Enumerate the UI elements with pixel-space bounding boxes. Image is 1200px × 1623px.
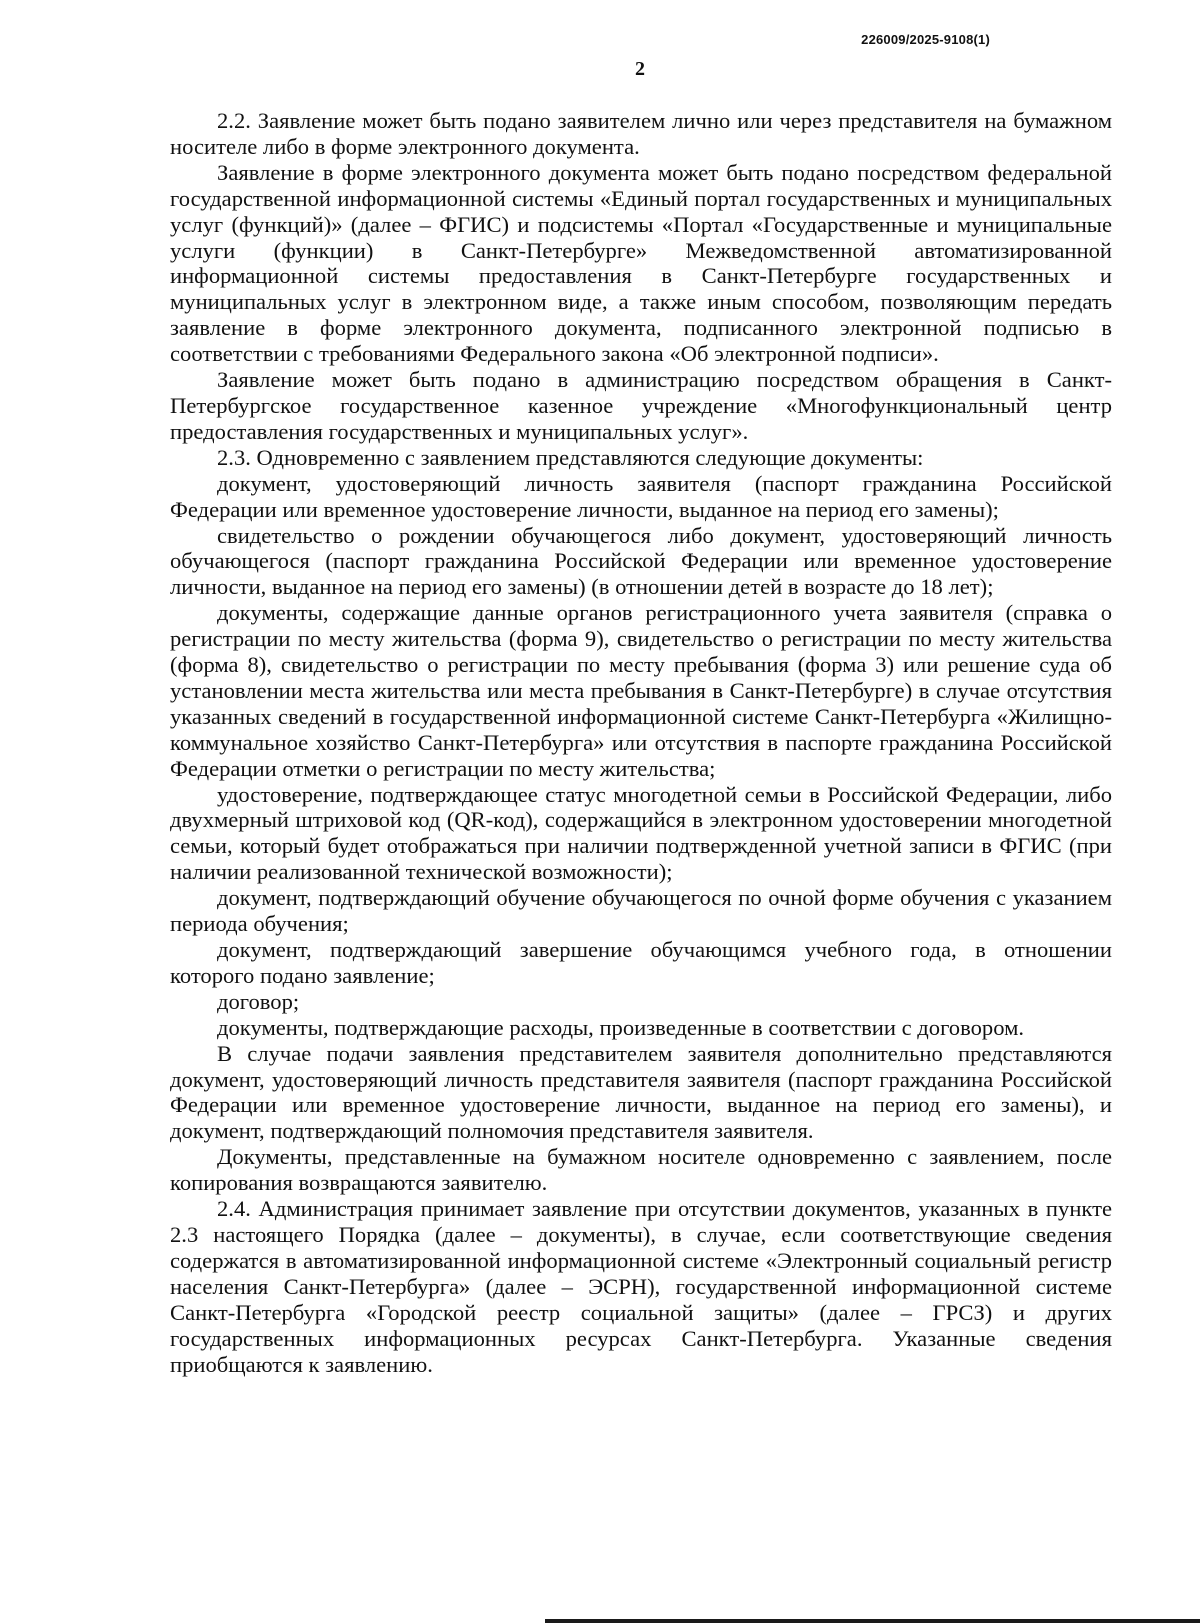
list-item-applicant-id: документ, удостоверяющий личность заявителя (паспорт гражданина Российской Федерации или временное удостоверение личности, выданное на период его замены); [170,470,1112,522]
scan-bottom-edge [545,1619,1200,1623]
paragraph-representative: В случае подачи заявления представителем заявителя дополнительно представляются документ, удостоверяющий личность представителя заявителя (паспорт гражданина Российской Федерации или временное удостоверение личности, выданное на период его замены), и документ, подтверждающий полномочия представителя заявителя. [170,1040,1112,1144]
list-item-large-family-certificate: удостоверение, подтверждающее статус многодетной семьи в Российской Федерации, либо двухмерный штриховой код (QR-код), содержащийся в электронном удостоверении многодетной семьи, который будет отображаться при наличии подтвержденной учетной записи в ФГИС (при наличии реализованной технической возможности); [170,781,1112,885]
document-body [170,108,1112,1377]
paragraph-mfc-submission: Заявление может быть подано в администрацию посредством обращения в Санкт-Петербургское государственное казенное учреждение «Многофункциональный центр предоставления государственных и муниципальных услуг». [170,367,1112,444]
paragraph-2-3: 2.3. Одновременно с заявлением представляются следующие документы: [217,444,924,470]
list-item-birth-certificate: свидетельство о рождении обучающегося либо документ, удостоверяющий личность обучающегося (паспорт гражданина Российской Федерации или временное удостоверение личности, выданное на период его замены) (в отношении детей в возрасте до 18 лет); [170,522,1112,600]
paragraph-2-2: 2.2. Заявление может быть подано заявителем лично или через представителя на бумажном носителе либо в форме электронного документа. [170,108,1112,159]
paragraph-2-4: 2.4. Администрация принимает заявление при отсутствии документов, указанных в пункте 2.3 настоящего Порядка (далее – документы), в случае, если соответствующие сведения содержатся в автоматизированной информационной системе «Электронный социальный регистр населения Санкт-Петербурга» (далее – ЭСРН), государственной информационной системе Санкт-Петербурга «Городской реестр социальной защиты» (далее – ГРСЗ) и других государственных информационных ресурсах Санкт-Петербурга. Указанные сведения приобщаются к заявлению. [170,1196,1112,1377]
page-number: 2 [635,58,645,80]
list-item-registration-documents: документы, содержащие данные органов регистрационного учета заявителя (справка о регистрации по месту жительства (форма 9), свидетельство о регистрации по месту жительства (форма 8), свидетельство о регистрации по месту пребывания (форма 3) или решение суда об установлении места жительства или места пребывания в Санкт-Петербурге) в случае отсутствия указанных сведений в государственной информационной системе Санкт-Петербурга «Жилищно-коммунальное хозяйство Санкт-Петербурга» или отсутствия в паспорте гражданина Российской Федерации отметки о регистрации по месту жительства; [170,600,1112,781]
list-item-contract: договор; [217,988,300,1014]
paragraph-electronic-submission: Заявление в форме электронного документа может быть подано посредством федеральной государственной информационной системы «Единый портал государственных и муниципальных услуг (функций)» (далее – ФГИС) и подсистемы «Портал «Государственные и муниципальные услуги (функции) в Санкт-Петербурге» Межведомственной автоматизированной информационной системы предоставления в Санкт-Петербурге государственных и муниципальных услуг в электронном виде, а также иным способом, позволяющим передать заявление в форме электронного документа, подписанного электронной подписью в соответствии с требованиями Федерального закона «Об электронной подписи». [170,159,1112,367]
list-item-expense-documents: документы, подтверждающие расходы, произведенные в соответствии с договором. [217,1014,1025,1040]
list-item-school-year-completion: документ, подтверждающий завершение обучающимся учебного года, в отношении которого подано заявление; [170,937,1112,988]
list-item-full-time-study: документ, подтверждающий обучение обучающегося по очной форме обучения с указанием периода обучения; [170,885,1112,937]
paragraph-paper-documents-return: Документы, представленные на бумажном носителе одновременно с заявлением, после копирования возвращаются заявителю. [170,1144,1112,1196]
document-registration-number: 226009/2025-9108(1) [861,32,990,47]
